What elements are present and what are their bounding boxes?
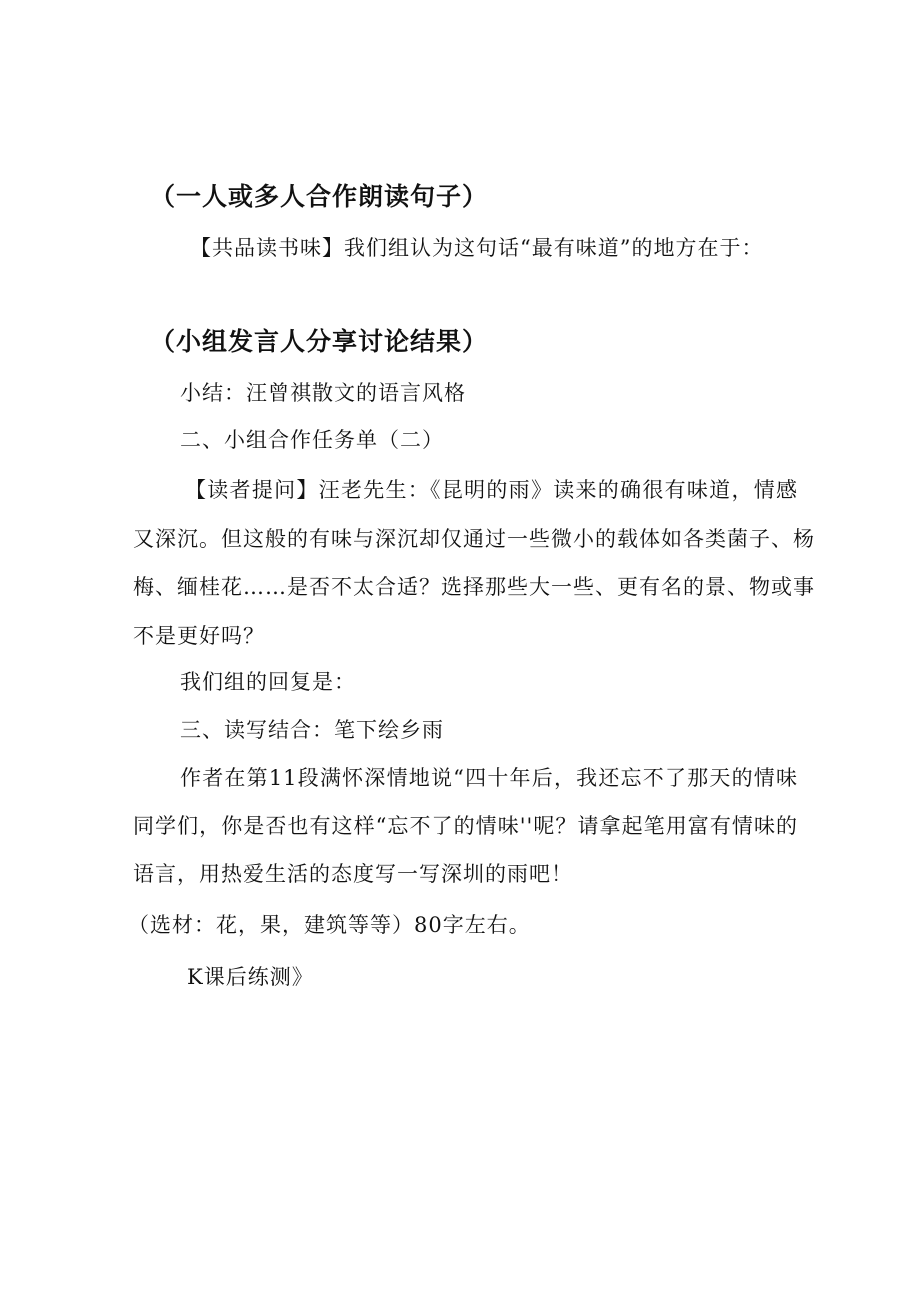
after-class-practice-heading: K课后练测》 (187, 965, 314, 989)
writing-prompt-line: 作者在第11段满怀深情地说“四十年后，我还忘不了那天的情味 (180, 766, 798, 790)
section-heading-read-aloud: （一人或多人合作朗读句子） (150, 182, 489, 211)
reader-question-line: 【读者提问】汪老先生：《昆明的雨》读来的确很有味道，情感 (185, 478, 798, 502)
reader-question-line: 不是更好吗？ (133, 624, 265, 648)
materials-note: （选材：花，果，建筑等等）80字左右。 (128, 913, 531, 937)
task-sheet-2-title: 二、小组合作任务单（二） (180, 428, 444, 452)
group-reply-label: 我们组的回复是： (180, 670, 356, 694)
section-heading-share-results: （小组发言人分享讨论结果） (150, 327, 489, 356)
writing-prompt-line: 语言，用热爱生活的态度写一写深圳的雨吧！ (133, 862, 573, 886)
reader-question-line: 梅、缅桂花……是否不太合适？选择那些大一些、更有名的景、物或事 (133, 575, 815, 599)
summary-language-style: 小结：汪曾祺散文的语言风格 (180, 381, 466, 405)
prompt-reading-flavor: 【共品读书味】我们组认为这句话“最有味道”的地方在于： (190, 236, 764, 260)
reader-question-line: 又深沉。但这般的有味与深沉却仅通过一些微小的载体如各类菌子、杨 (133, 527, 815, 551)
task-3-title: 三、读写结合：笔下绘乡雨 (180, 718, 444, 742)
writing-prompt-line: 同学们，你是否也有这样“忘不了的情味''呢？请拿起笔用富有情味的 (133, 814, 798, 838)
